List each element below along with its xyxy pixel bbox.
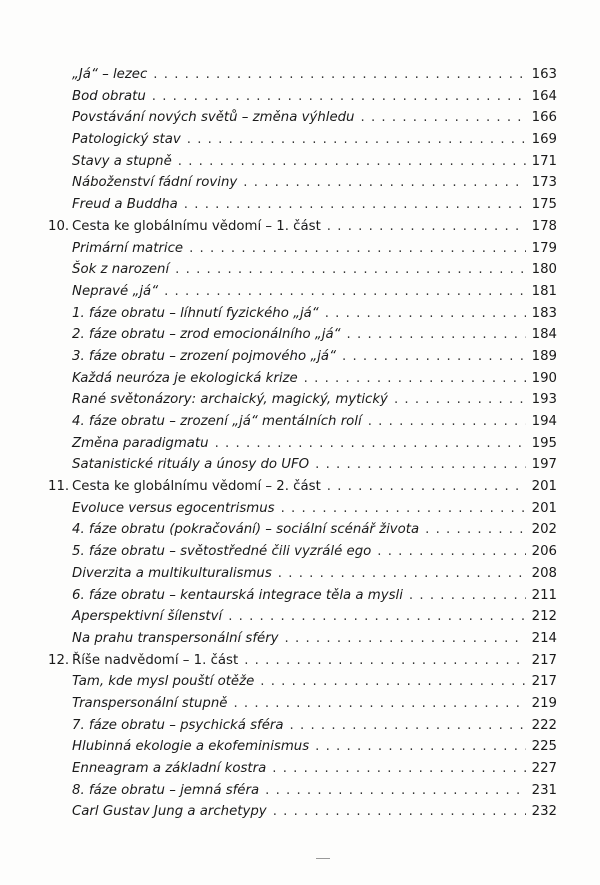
toc-entry-row: [0, 238, 600, 260]
page-number: 166: [531, 110, 557, 126]
dot-leader: [304, 368, 526, 390]
page-number: 171: [531, 153, 557, 169]
dot-leader: [265, 780, 526, 802]
toc-entry-row: [0, 498, 600, 520]
page-number: 232: [531, 804, 557, 820]
toc-entry-row: [0, 107, 600, 129]
dot-leader: [175, 259, 525, 281]
toc-line: [72, 86, 557, 108]
entry-title: 4. fáze obratu – zrození „já“ mentálních rolí: [72, 414, 362, 429]
page-number: 231: [531, 782, 557, 798]
entry-title: Hlubinná ekologie a ekofeminismus: [72, 739, 310, 755]
dot-leader: [260, 671, 525, 693]
toc-chapter-row: [0, 216, 600, 238]
toc-entry-row: [0, 389, 600, 411]
page-number: 179: [531, 240, 557, 256]
entry-title: Carl Gustav Jung a archetypy: [72, 804, 267, 820]
chapter-number: 12.: [48, 652, 70, 668]
entry-title: 5. fáze obratu – světostředné čili vyzrálé ego: [72, 544, 372, 560]
dot-leader: [164, 281, 526, 303]
page-number: 194: [531, 414, 557, 429]
toc-line: [72, 64, 557, 86]
toc-line: [72, 368, 557, 390]
toc-line: [72, 216, 557, 238]
dot-leader: [281, 498, 526, 520]
toc-line: [72, 433, 557, 455]
entry-title: Patologický stav: [72, 132, 181, 148]
page-number: 211: [531, 587, 557, 603]
toc-chapter-row: [0, 650, 600, 672]
entry-title: Rané světonázory: archaický, magický, mytický: [72, 392, 388, 408]
dot-leader: [347, 324, 526, 346]
dot-leader: [243, 172, 525, 194]
toc-line: [72, 758, 557, 780]
entry-title: Šok z narození: [72, 262, 170, 278]
page-number: 217: [531, 674, 557, 690]
dot-leader: [244, 650, 525, 672]
toc-entry-row: [0, 324, 600, 346]
entry-title: 3. fáze obratu – zrození pojmového „já“: [72, 348, 336, 364]
toc-line: [72, 693, 557, 715]
dot-leader: [409, 585, 526, 607]
entry-title: 6. fáze obratu – kentaurská integrace těla a mysli: [72, 587, 403, 603]
table-of-contents: [0, 64, 600, 823]
entry-title: Transpersonální stupně: [72, 695, 228, 711]
chapter-number: 11.: [48, 479, 70, 495]
toc-line: [72, 541, 557, 563]
toc-entry-row: [0, 64, 600, 86]
page-number: 193: [531, 392, 557, 408]
dot-leader: [278, 563, 526, 585]
dot-leader: [215, 433, 526, 455]
dot-leader: [377, 541, 525, 563]
toc-entry-row: [0, 454, 600, 476]
toc-line: [72, 411, 557, 433]
dot-leader: [368, 411, 526, 433]
page-number: 206: [531, 544, 557, 560]
page-number: 222: [531, 717, 557, 733]
entry-title: Povstávání nových světů – změna výhledu: [72, 110, 355, 126]
page-number: 212: [531, 609, 557, 625]
entry-title: Satanistické rituály a únosy do UFO: [72, 457, 310, 473]
dot-leader: [342, 346, 526, 368]
toc-line: [72, 389, 557, 411]
toc-line: [72, 519, 557, 541]
toc-entry-row: [0, 368, 600, 390]
toc-entry-row: [0, 780, 600, 802]
toc-entry-row: [0, 606, 600, 628]
page-number: 178: [531, 218, 557, 234]
entry-title: Tam, kde mysl pouští otěže: [72, 674, 255, 690]
toc-line: [72, 671, 557, 693]
toc-line: [72, 736, 557, 758]
toc-entry-row: [0, 346, 600, 368]
entry-title: Nepravé „já“: [72, 283, 159, 299]
toc-line: [72, 606, 557, 628]
dot-leader: [327, 476, 526, 498]
dot-leader: [315, 736, 525, 758]
page-number: 197: [531, 457, 557, 473]
toc-entry-row: [0, 86, 600, 108]
toc-line: [72, 303, 557, 325]
dot-leader: [187, 129, 526, 151]
entry-title: Bod obratu: [72, 88, 146, 104]
toc-line: [72, 628, 557, 650]
page-number: 219: [531, 695, 557, 711]
toc-entry-row: [0, 411, 600, 433]
toc-chapter-row: [0, 476, 600, 498]
dot-leader: [184, 194, 526, 216]
toc-entry-row: [0, 519, 600, 541]
page-number: 181: [531, 283, 557, 299]
entry-title: Evoluce versus egocentrismus: [72, 500, 275, 516]
entry-title: Cesta ke globálnímu vědomí – 2. část: [72, 479, 321, 495]
entry-title: Změna paradigmatu: [72, 435, 209, 451]
page-number: 183: [531, 305, 557, 321]
toc-entry-row: [0, 671, 600, 693]
entry-title: Říše nadvědomí – 1. část: [72, 652, 239, 668]
dot-leader: [394, 389, 526, 411]
dot-leader: [153, 64, 525, 86]
toc-line: [72, 281, 557, 303]
toc-entry-row: [0, 736, 600, 758]
toc-line: [72, 238, 557, 260]
page-number: 164: [531, 88, 557, 104]
entry-title: 7. fáze obratu – psychická sféra: [72, 717, 284, 733]
page-number: 163: [531, 67, 557, 82]
chapter-number: 10.: [48, 218, 70, 234]
entry-title: 2. fáze obratu – zrod emocionálního „já“: [72, 327, 341, 343]
page-number: 173: [531, 175, 557, 191]
page-number: 227: [531, 761, 557, 776]
page-number: 169: [531, 132, 557, 148]
page-number: 217: [531, 652, 557, 668]
page-number: 189: [531, 348, 557, 364]
dot-leader: [178, 151, 526, 173]
toc-line: [72, 454, 557, 476]
dot-leader: [315, 454, 526, 476]
entry-title: Cesta ke globálnímu vědomí – 1. část: [72, 218, 321, 234]
toc-line: [72, 151, 557, 173]
entry-title: Na prahu transpersonální sféry: [72, 630, 279, 646]
dot-leader: [361, 107, 526, 129]
entry-title: Diverzita a multikulturalismus: [72, 565, 272, 581]
entry-title: Každá neuróza je ekologická krize: [72, 370, 298, 386]
dot-leader: [152, 86, 526, 108]
toc-line: [72, 476, 557, 498]
dot-leader: [325, 303, 526, 325]
toc-entry-row: [0, 172, 600, 194]
toc-entry-row: [0, 129, 600, 151]
toc-entry-row: [0, 303, 600, 325]
toc-entry-row: [0, 758, 600, 780]
entry-title: 8. fáze obratu – jemná sféra: [72, 782, 260, 798]
toc-line: [72, 129, 557, 151]
toc-line: [72, 715, 557, 737]
toc-entry-row: [0, 281, 600, 303]
page-number: 201: [531, 500, 557, 516]
entry-title: 4. fáze obratu (pokračování) – sociální scénář života: [72, 522, 420, 538]
page-number: 175: [531, 197, 557, 213]
page-mark: [316, 858, 330, 859]
page-number: 195: [531, 435, 557, 451]
page-number: 190: [531, 370, 557, 386]
toc-entry-row: [0, 801, 600, 823]
toc-line: [72, 324, 557, 346]
toc-entry-row: [0, 715, 600, 737]
dot-leader: [189, 238, 526, 260]
entry-title: Primární matrice: [72, 240, 184, 256]
toc-line: [72, 172, 557, 194]
toc-line: [72, 650, 557, 672]
toc-entry-row: [0, 563, 600, 585]
page-number: 202: [531, 522, 557, 538]
page-number: 225: [531, 739, 557, 755]
toc-entry-row: [0, 151, 600, 173]
entry-title: Náboženství fádní roviny: [72, 175, 238, 191]
page-number: 184: [531, 327, 557, 343]
page-number: 201: [531, 479, 557, 495]
entry-title: Enneagram a základní kostra: [72, 761, 267, 776]
entry-title: Aperspektivní šílenství: [72, 609, 223, 625]
dot-leader: [272, 758, 525, 780]
toc-entry-row: [0, 585, 600, 607]
toc-line: [72, 498, 557, 520]
dot-leader: [327, 216, 526, 238]
dot-leader: [273, 801, 526, 823]
toc-entry-row: [0, 194, 600, 216]
toc-line: [72, 259, 557, 281]
toc-line: [72, 780, 557, 802]
toc-line: [72, 107, 557, 129]
toc-line: [72, 563, 557, 585]
toc-line: [72, 801, 557, 823]
entry-title: Freud a Buddha: [72, 197, 178, 213]
toc-line: [72, 585, 557, 607]
toc-entry-row: [0, 541, 600, 563]
entry-title: Stavy a stupně: [72, 153, 172, 169]
dot-leader: [290, 715, 526, 737]
page-number: 180: [531, 262, 557, 278]
toc-entry-row: [0, 628, 600, 650]
dot-leader: [285, 628, 526, 650]
toc-entry-row: [0, 693, 600, 715]
entry-title: „Já“ – lezec: [72, 67, 148, 82]
entry-title: 1. fáze obratu – líhnutí fyzického „já“: [72, 305, 319, 321]
toc-line: [72, 194, 557, 216]
dot-leader: [233, 693, 525, 715]
page-number: 214: [531, 630, 557, 646]
dot-leader: [425, 519, 525, 541]
page-number: 208: [531, 565, 557, 581]
dot-leader: [228, 606, 525, 628]
toc-entry-row: [0, 433, 600, 455]
toc-line: [72, 346, 557, 368]
toc-entry-row: [0, 259, 600, 281]
